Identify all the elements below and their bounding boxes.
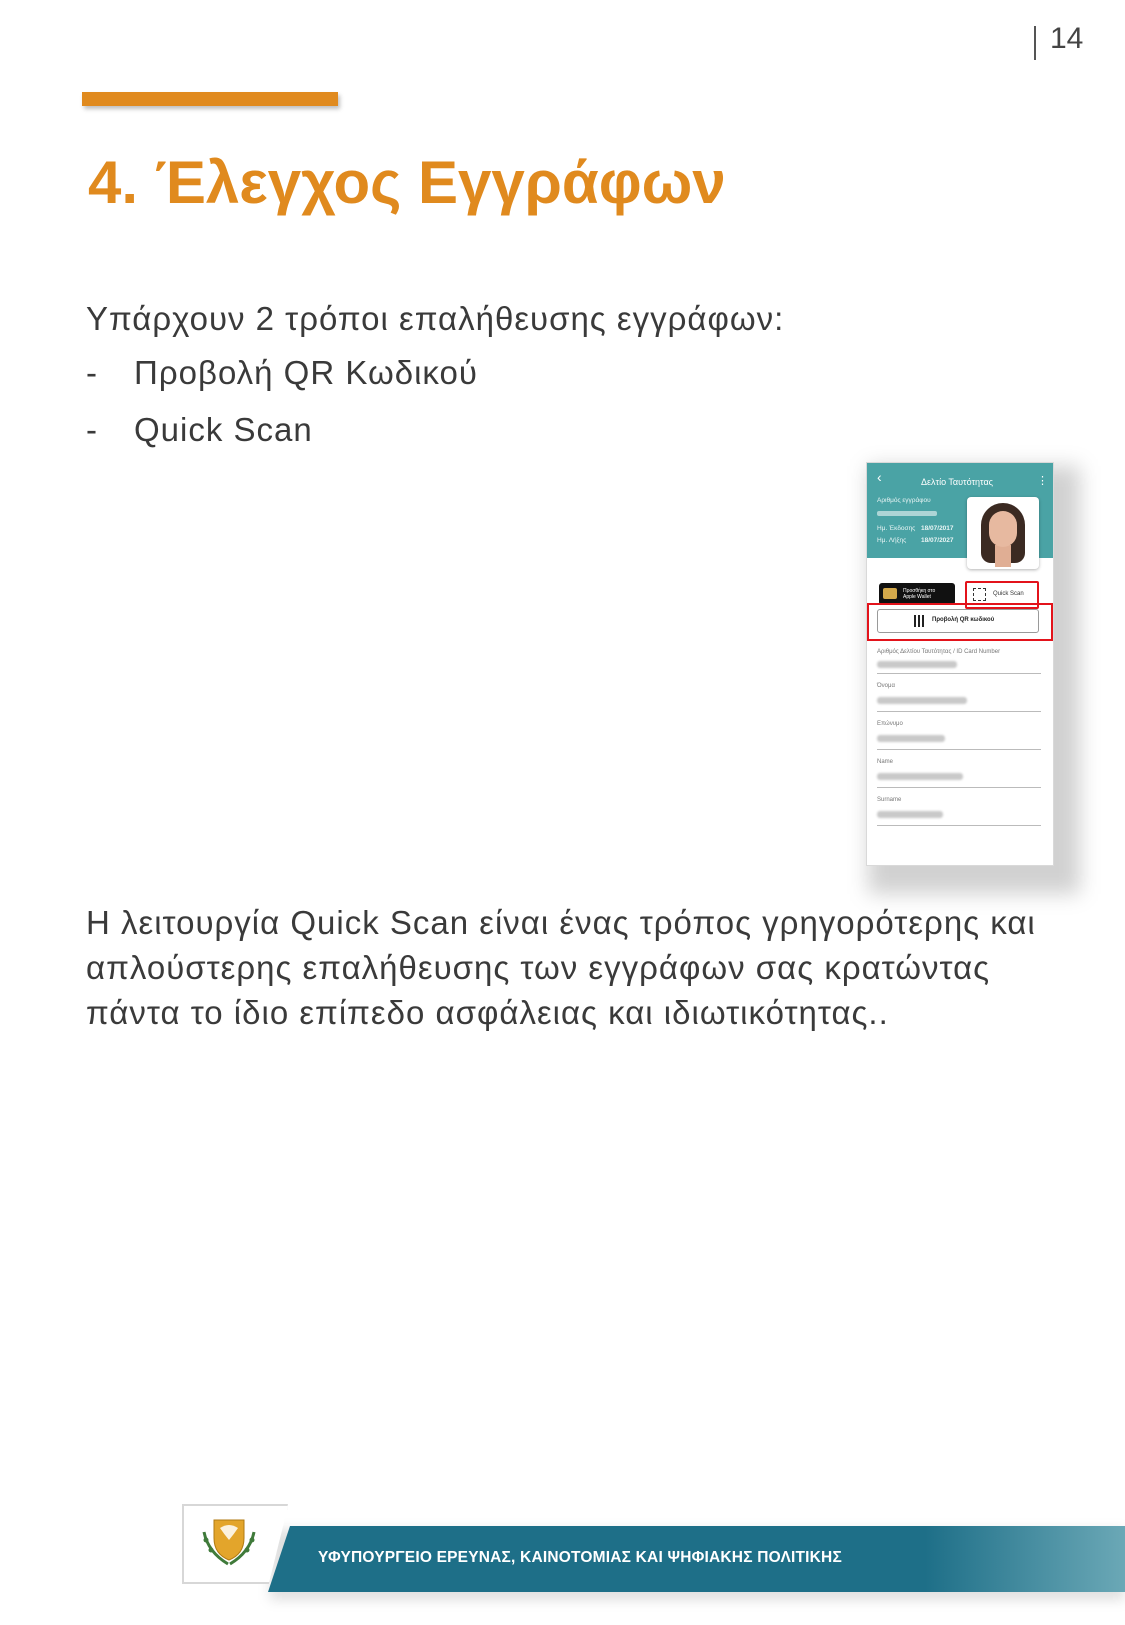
phone-screenshot (866, 462, 1054, 866)
id-photo (967, 497, 1039, 569)
blurred-value (877, 697, 967, 704)
list-item-text: Προβολή QR Κωδικού (134, 354, 478, 391)
blurred-value (877, 661, 957, 668)
qr-code-icon (914, 615, 926, 627)
bullet-dash: - (86, 354, 98, 391)
body-paragraph: Η λειτουργία Quick Scan είναι ένας τρόπος γρηγορότερης και απλούστερης επαλήθευσης των εγγράφων σας κρατώντας πάντα το ίδιο επίπεδο ασφάλειας και ιδιωτικότητας.. (86, 904, 1036, 1031)
field-label: Name (877, 759, 894, 765)
list-item (86, 411, 313, 449)
page-title: 4. Έλεγχος Εγγράφων (88, 149, 726, 216)
back-arrow-icon: ‹ (877, 469, 882, 485)
blurred-document-number (877, 511, 937, 516)
field-divider (877, 711, 1041, 712)
wallet-line-1: Προσθήκη στο (903, 588, 936, 594)
wallet-icon (883, 588, 897, 599)
show-qr-button[interactable] (877, 609, 1039, 633)
list-item (86, 354, 478, 392)
footer-dove-watermark (925, 1526, 1125, 1592)
list-item-text: Quick Scan (134, 411, 313, 448)
expiry-date-value: 18/07/2027 (921, 537, 954, 544)
field-divider (877, 825, 1041, 826)
blurred-value (877, 735, 945, 742)
field-divider (877, 749, 1041, 750)
quick-scan-label: Quick Scan (993, 591, 1024, 597)
issue-date-label: Ημ. Έκδοσης (877, 525, 916, 532)
apple-wallet-button[interactable] (879, 583, 955, 605)
scan-icon (973, 588, 986, 601)
field-label: Όνομα (877, 683, 895, 689)
ministry-name: ΥΦΥΠΟΥΡΓΕΙΟ ΕΡΕΥΝΑΣ, ΚΑΙΝΟΤΟΜΙΑΣ ΚΑΙ ΨΗΦΙΑΚΗΣ ΠΟΛΙΤΙΚΗΣ (318, 1549, 842, 1566)
page-number-divider (1034, 26, 1036, 60)
wallet-line-2: Apple Wallet (903, 594, 931, 600)
heading-accent-bar (82, 92, 338, 106)
field-label: Επώνυμο (877, 721, 903, 727)
more-menu-icon: ⋮ (1037, 475, 1048, 487)
issue-date-value: 18/07/2017 (921, 525, 954, 532)
field-label: Surname (877, 797, 902, 803)
field-divider (877, 673, 1041, 674)
blurred-value (877, 811, 943, 818)
screen-title: Δελτίο Ταυτότητας (921, 477, 994, 487)
field-label: Αριθμός Δελτίου Ταυτότητας / ID Card Number (877, 649, 1001, 655)
page-number: 14 (1050, 22, 1084, 55)
blurred-value (877, 773, 963, 780)
show-qr-label: Προβολή QR κωδικού (932, 617, 995, 623)
document-number-label: Αριθμός εγγράφου (877, 497, 931, 504)
field-divider (877, 787, 1041, 788)
intro-text: Υπάρχουν 2 τρόποι επαλήθευσης εγγράφων: (86, 300, 785, 337)
expiry-date-label: Ημ. Λήξης (877, 537, 907, 544)
bullet-dash: - (86, 411, 98, 448)
